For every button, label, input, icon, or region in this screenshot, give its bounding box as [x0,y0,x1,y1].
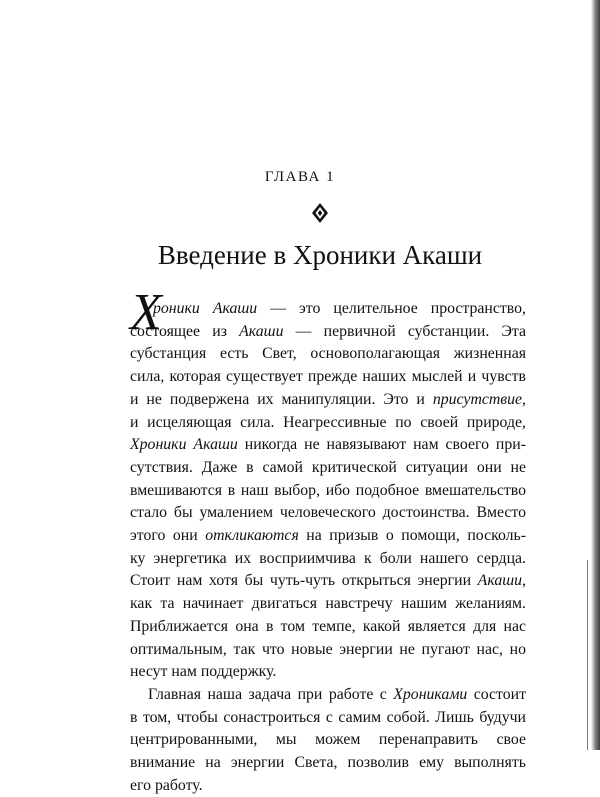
body-text [130,298,526,797]
text-line: ку энергетика их восприимчива к боли нашего сердца. [130,549,526,567]
text-line: и исцеляющая сила. Неагрессивные по своей природе, [130,413,526,431]
text-line: субстанция есть Свет, основополагающая жизненная [130,345,526,363]
text-line: несут нам поддержку. [130,663,277,681]
text-line: Главная наша задача при работе с Хрониками состоит [148,685,527,703]
text-line: стало бы умалением человеческого достоинства. Вместо [130,504,526,522]
page-edge-shadow [591,0,600,750]
text-line: центрированными, мы можем перенаправить свое [130,731,526,749]
text-line: сила, которая существует прежде наших мыслей и чувств [130,368,526,386]
diamond-ornament-icon [312,203,328,223]
text-line: в том, чтобы сонастроиться с самим собой. Лишь будучи [130,708,526,726]
drop-cap: Х [130,284,162,341]
text-line: роники Акаши — это целительное пространство, [153,300,526,317]
text-line: оптимальным, так что новые энергии не пугают нас, но [130,640,526,658]
text-line: внимание на энергии Света, позволив ему выполнять [130,754,526,772]
text-line: как та начинает двигаться навстречу нашим желаниям. [130,595,526,613]
text-line: вмешиваются в наш выбор, ибо подобное вмешательство [130,481,526,499]
text-line: Стоит нам хотя бы чуть-чуть открыться энергии Акаши, [130,572,526,590]
text-line: его работу. [130,776,203,794]
chapter-label: ГЛАВА 1 [264,169,336,185]
text-line: Хроники Акаши никогда не навязывают нам своего при- [130,436,526,454]
text-line: сутствия. Даже в самой критической ситуации они не [130,458,526,476]
text-line: Приближается она в том темпе, какой является для нас [130,617,526,635]
text-line: состоящее из Акаши — первичной субстанции. Эта [130,322,526,340]
text-line: этого они откликаются на призыв о помощи, посколь- [130,527,526,545]
page-edge-line [587,560,588,750]
chapter-title: Введение в Хроники Акаши [157,240,483,270]
text-line: и не подвержена их манипуляции. Это и присутствие, [130,390,526,408]
